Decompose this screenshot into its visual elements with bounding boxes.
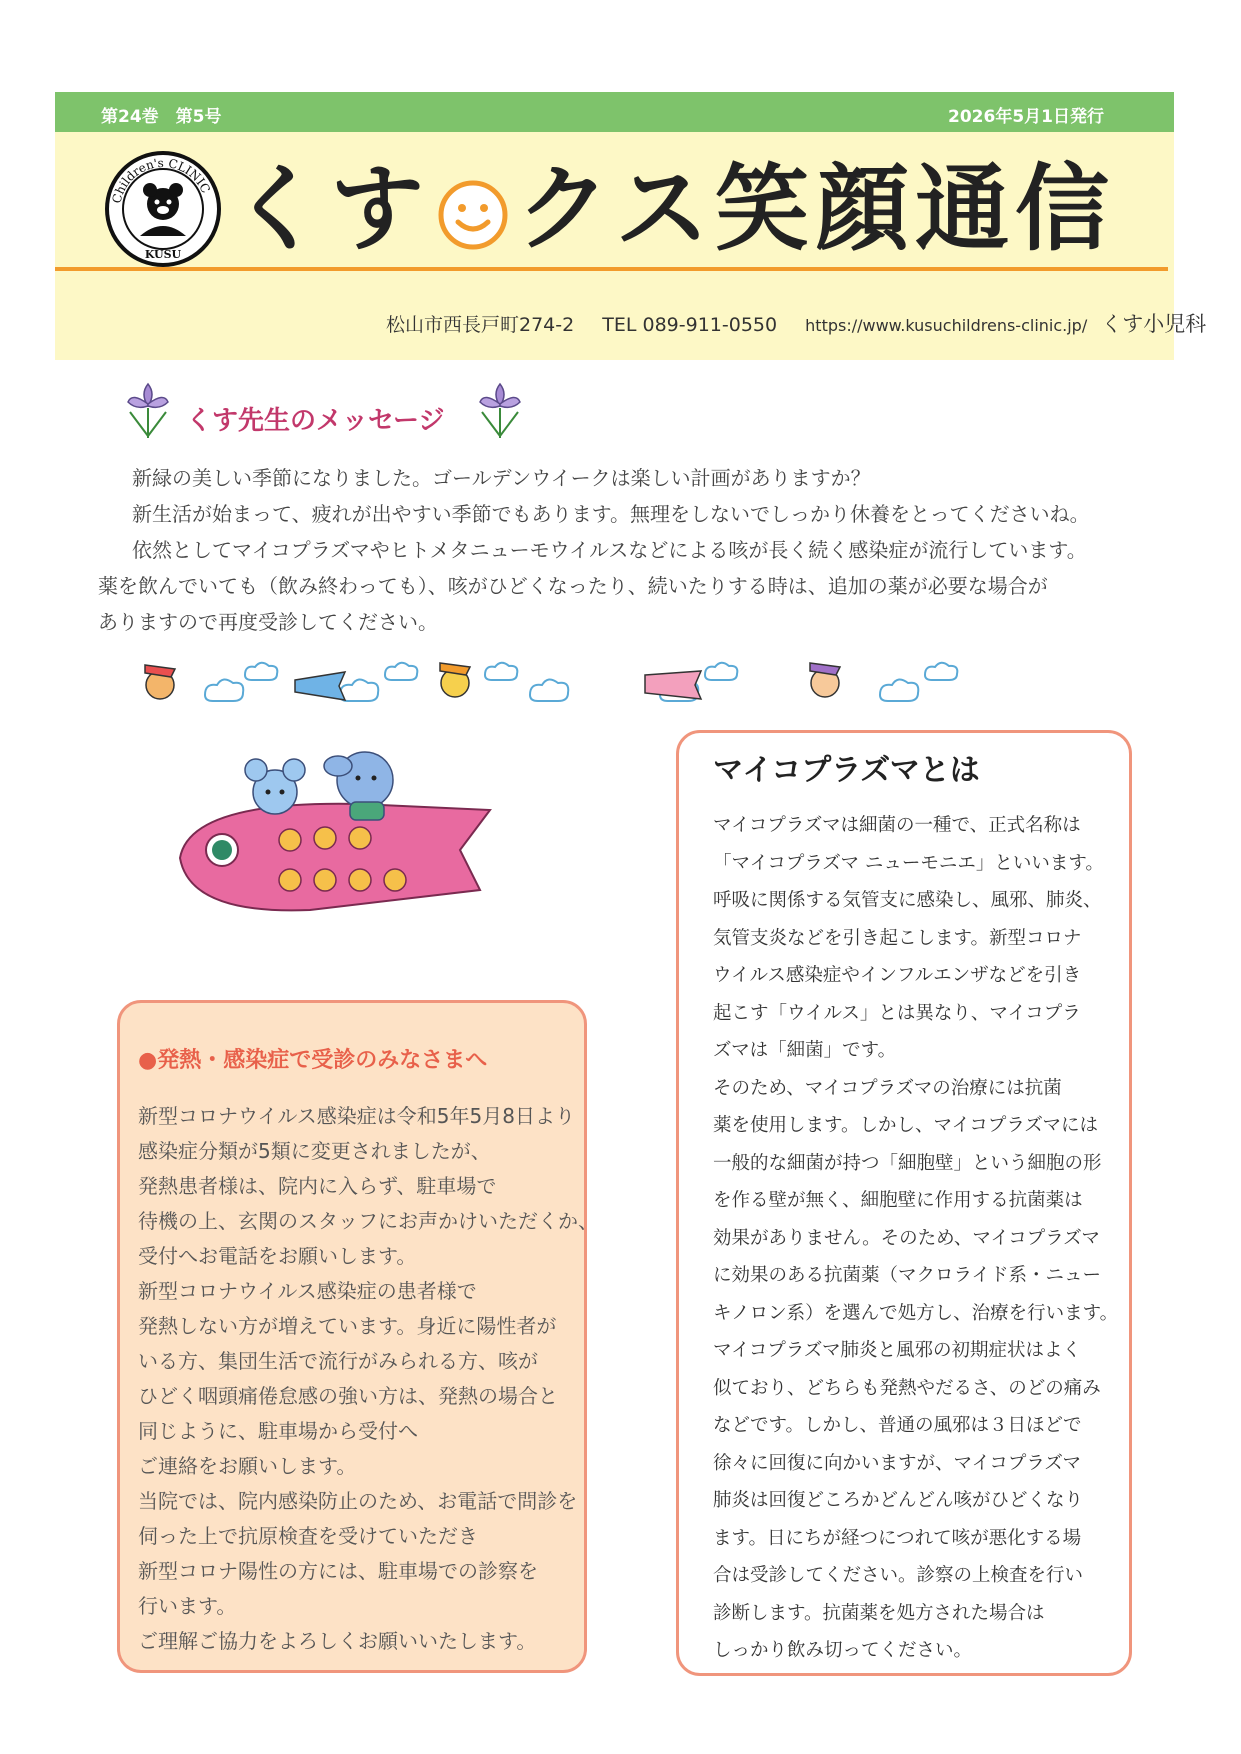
mycoplasma-line: 効果がありません。そのため、マイコプラズマ bbox=[713, 1227, 1100, 1249]
mycoplasma-line: しっかり飲み切ってください。 bbox=[713, 1640, 973, 1661]
message-line: 薬を飲んでいても（飲み終わっても）、咳がひどくなったり、続いたりする時は、追加の薬が必要な場合が bbox=[98, 574, 1048, 598]
issue-date: 2026年5月1日発行 bbox=[948, 107, 1104, 127]
clinic-tel: TEL 089-911-0550 bbox=[602, 314, 778, 336]
mycoplasma-line: 起こす「ウイルス」とは異なり、マイコプラ bbox=[713, 1002, 1081, 1024]
message-line: 新緑の美しい季節になりました。ゴールデンウイークは楽しい計画がありますか？ bbox=[132, 466, 871, 490]
fever-line: ご連絡をお願いします。 bbox=[138, 1454, 357, 1478]
mycoplasma-line: 呼吸に関係する気管支に感染し、風邪、肺炎、 bbox=[713, 890, 1102, 911]
mycoplasma-line: 薬を使用します。しかし、マイコプラズマには bbox=[713, 1115, 1098, 1136]
mycoplasma-line: マイコプラズマは細菌の一種で、正式名称は bbox=[713, 815, 1081, 836]
message-line: 依然としてマイコプラズマやヒトメタニューモウイルスなどによる咳が長く続く感染症が流行しています。 bbox=[132, 538, 1087, 562]
fever-line: 新型コロナウイルス感染症の患者様で bbox=[138, 1279, 477, 1303]
mycoplasma-line: ます。日にちが経つにつれて咳が悪化する場 bbox=[713, 1527, 1082, 1549]
message-body bbox=[98, 460, 1098, 640]
fever-line: 伺った上で抗原検査を受けていただき bbox=[138, 1524, 478, 1548]
clinic-address: 松山市西長戸町274-2 bbox=[386, 314, 575, 336]
clinic-logo bbox=[104, 150, 222, 268]
mycoplasma-line: を作る壁が無く、細胞壁に作用する抗菌薬は bbox=[713, 1190, 1083, 1211]
mycoplasma-line: そのため、マイコプラズマの治療には抗菌 bbox=[713, 1077, 1062, 1099]
mycoplasma-line: 合は受診してください。診察の上検査を行い bbox=[713, 1565, 1084, 1586]
svg-text:KUSU: KUSU bbox=[144, 248, 182, 261]
mycoplasma-line: 診断します。抗菌薬を処方された場合は bbox=[713, 1602, 1045, 1624]
title-left: くす bbox=[230, 155, 431, 264]
clinic-url[interactable]: https://www.kusuchildrens-clinic.jp/ bbox=[805, 316, 1088, 335]
volume-bar bbox=[55, 92, 1174, 132]
smile-face-icon bbox=[436, 178, 510, 252]
newsletter-title bbox=[230, 155, 1116, 264]
fever-line: 発熱しない方が増えています。身近に陽性者が bbox=[138, 1314, 557, 1338]
mycoplasma-line: 「マイコプラズマ ニューモニエ」といいます。 bbox=[713, 852, 1104, 874]
clinic-contact bbox=[386, 308, 1228, 338]
header-rule bbox=[55, 267, 1168, 271]
fever-line: 待機の上、玄関のスタッフにお声かけいただくか、 bbox=[138, 1209, 598, 1233]
mycoplasma-line: マイコプラズマ肺炎と風邪の初期症状はよく bbox=[713, 1340, 1081, 1361]
volume-label: 第24巻 第5号 bbox=[101, 107, 222, 127]
fever-line: 行います。 bbox=[138, 1594, 237, 1618]
mycoplasma-title: マイコプラズマとは bbox=[713, 753, 980, 788]
mycoplasma-line: ズマは「細菌」です。 bbox=[713, 1040, 897, 1061]
fever-line: ひどく咽頭痛倦怠感の強い方は、発熱の場合と bbox=[138, 1384, 558, 1408]
fever-line: 同じように、駐車場から受付へ bbox=[138, 1419, 418, 1443]
fever-line: 感染症分類が5類に変更されましたが、 bbox=[138, 1139, 491, 1163]
message-line: ありますので再度受診してください。 bbox=[98, 610, 438, 634]
mycoplasma-line: 肺炎は回復どころかどんどん咳がひどくなり bbox=[713, 1490, 1084, 1511]
iris-flower-icon bbox=[122, 378, 174, 440]
fever-line: 当院では、院内感染防止のため、お電話で問診を bbox=[138, 1489, 578, 1513]
mycoplasma-line: ウイルス感染症やインフルエンザなどを引き bbox=[713, 965, 1082, 986]
animals-on-carp-illustration bbox=[160, 740, 500, 940]
fever-line: ご理解ご協力をよろしくお願いいたします。 bbox=[138, 1629, 537, 1653]
fever-line: 新型コロナウイルス感染症は令和5年5月8日より bbox=[138, 1104, 575, 1128]
mycoplasma-line: に効果のある抗菌薬（マクロライド系・ニュー bbox=[713, 1265, 1101, 1286]
iris-flower-icon bbox=[474, 378, 526, 440]
title-right: クス笑顔通信 bbox=[516, 155, 1116, 264]
fever-notice-title: ●発熱・感染症で受診のみなさまへ bbox=[138, 1048, 488, 1073]
fever-line: いる方、集団生活で流行がみられる方、咳が bbox=[138, 1349, 538, 1373]
mycoplasma-line: 一般的な細菌が持つ「細胞壁」という細胞の形 bbox=[713, 1152, 1102, 1174]
koinobori-cloud-border bbox=[135, 645, 985, 725]
mycoplasma-body bbox=[713, 807, 1133, 1670]
mycoplasma-line: 徐々に回復に向かいますが、マイコプラズマ bbox=[713, 1452, 1081, 1474]
mycoplasma-line: 似ており、どちらも発熱やだるさ、のどの痛み bbox=[713, 1377, 1101, 1399]
mycoplasma-line: などです。しかし、普通の風邪は３日ほどで bbox=[713, 1415, 1082, 1436]
mycoplasma-line: キノロン系）を選んで処方し、治療を行います。 bbox=[713, 1302, 1119, 1324]
fever-line: 発熱患者様は、院内に入らず、駐車場で bbox=[138, 1174, 497, 1198]
fever-notice-box bbox=[117, 1000, 598, 1673]
mycoplasma-line: 気管支炎などを引き起こします。新型コロナ bbox=[713, 927, 1082, 949]
fever-line: 新型コロナ陽性の方には、駐車場での診察を bbox=[138, 1559, 538, 1583]
message-title: くす先生のメッセージ bbox=[186, 406, 445, 436]
mycoplasma-info-box bbox=[676, 730, 1132, 1676]
svg-text:Children's CLINIC: Children's CLINIC bbox=[109, 155, 213, 205]
fever-notice-body bbox=[138, 1099, 598, 1659]
message-line: 新生活が始まって、疲れが出やすい季節でもあります。無理をしないでしっかり休養をとってくださいね。 bbox=[132, 502, 1090, 526]
fever-line: 受付へお電話をお願いします。 bbox=[138, 1244, 417, 1268]
clinic-name: くす小児科 bbox=[1101, 312, 1207, 336]
